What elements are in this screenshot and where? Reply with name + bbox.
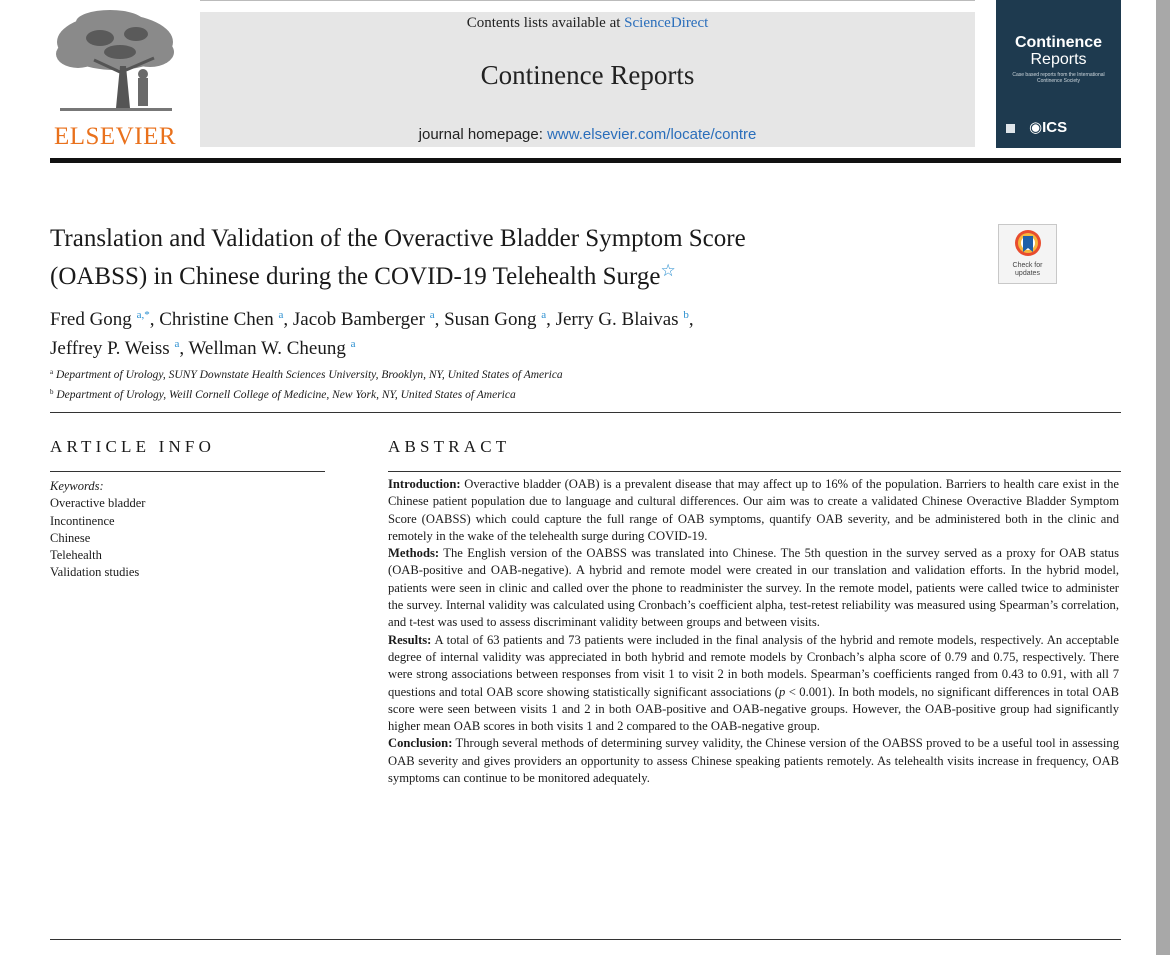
abstract-body <box>388 476 1119 787</box>
journal-homepage-link[interactable]: www.elsevier.com/locate/contre <box>547 126 757 143</box>
journal-cover[interactable] <box>996 0 1121 148</box>
cover-title-line2: Reports <box>1030 51 1087 68</box>
author-name[interactable]: Fred Gong <box>50 309 132 330</box>
journal-banner <box>200 12 975 147</box>
check-updates-line2: updates <box>1015 270 1040 277</box>
affiliations <box>50 364 950 404</box>
abstract-results: Results: A total of 63 patients and 73 patients were included in the final analysis of the hybrid and remote models, respectively. An acceptable degree of internal validity was appreciated in both hybrid and remote models by Cronbach’s alpha score of 0.79 and 0.75, respectively. There were strong associations between responses from visit 1 to visit 2 in both models. Spearman’s coefficients ranged from 0.43 to 0.91, with all 7 questions and total OAB score showing statistically significant associations (p < 0.001). In both models, no significant differences in total OAB score were seen between visits 1 and 2 in both OAB-positive and OAB-negative groups. However, the OAB-positive group had significantly higher mean OAB scores in both visits 1 and 2 compared to the OAB-negative group. <box>388 632 1119 734</box>
homepage-line <box>200 126 975 143</box>
elsevier-logo[interactable] <box>50 8 180 153</box>
article-title <box>50 223 930 293</box>
keywords-list <box>50 478 320 582</box>
abstract-bottom-rule <box>50 939 1121 940</box>
article-info-heading: ARTICLE INFO <box>50 437 216 456</box>
abstract-conclusion: Conclusion: Through several methods of determining survey validity, the Chinese version of the OABSS proved to be a useful tool in assessing OAB severity and gives providers an opportunity to assess Chinese speaking patients remotely. As telehealth visits increase in frequency, OAB symptoms can continue to be monitored adequately. <box>388 736 1119 786</box>
keyword-item[interactable]: Incontinence <box>50 513 115 528</box>
affiliation-b: $^b$ Department of Urology, Weill Cornell College of Medicine, New York, NY, United States of America <box>50 388 516 401</box>
article-title-line1: Translation and Validation of the Overactive Bladder Symptom Score <box>50 225 746 252</box>
keyword-item[interactable]: Validation studies <box>50 565 140 580</box>
author-affiliation-sup[interactable]: a <box>350 338 356 350</box>
abstract-methods: Methods: The English version of the OABSS was translated into Chinese. The 5th question in the survey served as a proxy for OAB status (OAB-positive and OAB-negative). A hybrid and remote model were created in our translation and validation efforts. In the hybrid model, patients were seen in clinic and called over the phone to readminister the survey. In the remote model, patients were called twice to administer the survey. Internal validity was calculated using Cronbach’s coefficient alpha, test-retest reliability was measured using Spearman’s correlation, and t-test was used to assess discriminant validity between groups and between visits. <box>388 546 1119 630</box>
author-name[interactable]: Jacob Bamberger <box>292 309 425 330</box>
cover-society: ICS <box>1042 119 1068 136</box>
cover-ics-logo <box>1006 118 1111 138</box>
contents-prefix: Contents lists available at <box>466 15 625 31</box>
author-affiliation-sup[interactable]: a <box>541 309 547 321</box>
homepage-prefix: journal homepage: <box>418 126 548 143</box>
keywords-label: Keywords: <box>50 479 104 493</box>
affiliation-a: $^a$ Department of Urology, SUNY Downstate Health Sciences University, Brooklyn, NY, United States of America <box>50 368 563 381</box>
abstract-rule <box>388 471 1121 472</box>
author-affiliation-sup[interactable]: a,* <box>136 309 150 321</box>
check-updates-bookmark-icon <box>1013 228 1043 260</box>
author-name[interactable]: Jerry G. Blaivas <box>555 309 679 330</box>
article-info-rule <box>50 471 325 472</box>
author-affiliation-sup[interactable]: a <box>429 309 435 321</box>
masthead-rule <box>50 158 1121 163</box>
check-for-updates-button[interactable] <box>998 224 1057 284</box>
article-title-line2: (OABSS) in Chinese during the COVID-19 Telehealth Surge <box>50 263 661 290</box>
elsevier-tree-icon <box>50 8 180 120</box>
top-hairline <box>200 0 975 1</box>
check-updates-line1: Check for <box>1012 262 1043 269</box>
author-name[interactable]: Jeffrey P. Weiss <box>50 338 170 359</box>
cover-square-icon <box>1006 124 1015 133</box>
abstract-heading: ABSTRACT <box>388 437 511 456</box>
author-affiliation-sup[interactable]: b <box>683 309 689 321</box>
author-list: Fred Gong $^{a,*}$, Christine Chen $^a$, Jacob Bamberger $^a$, Susan Gong $^a$, Jerry G. Blaivas $^b$, Jeffrey P. Weiss $^a$, Wellman W. Cheung $^a$ <box>50 309 694 359</box>
keyword-item[interactable]: Telehealth <box>50 548 102 563</box>
header-divider <box>50 412 1121 413</box>
author-name[interactable]: Susan Gong <box>444 309 537 330</box>
ics-globe-icon: ◉ <box>1029 119 1043 136</box>
author-affiliation-sup[interactable]: a <box>174 338 180 350</box>
cover-tagline: Case based reports from the International Continence Society <box>1012 72 1105 84</box>
keyword-item[interactable]: Chinese <box>50 530 91 545</box>
elsevier-wordmark: ELSEVIER <box>53 123 177 150</box>
author-name[interactable]: Christine Chen <box>159 309 274 330</box>
author-name[interactable]: Wellman W. Cheung <box>188 338 346 359</box>
page-edge-bar <box>1156 0 1170 955</box>
keyword-item[interactable]: Overactive bladder <box>50 496 146 511</box>
sciencedirect-link[interactable]: ScienceDirect <box>624 15 709 31</box>
title-footnote-star-icon[interactable]: ☆ <box>660 261 676 280</box>
journal-title: Continence Reports <box>480 60 695 90</box>
cover-title-line1: Continence <box>1014 34 1103 51</box>
contents-line <box>200 15 975 32</box>
abstract-introduction: Introduction: Overactive bladder (OAB) is a prevalent disease that may affect up to 16% of the population. Barriers to health care exist in the Chinese patient population due to language and cultural differences. Our aim was to create a validated Chinese Overactive Bladder Symptom Score (OABSS) which could capture the full range of OAB symptoms, quantify OAB severity, and be administered both in the clinic and remotely in the wake of the telehealth surge during COVID-19. <box>388 477 1119 543</box>
author-affiliation-sup[interactable]: a <box>278 309 284 321</box>
